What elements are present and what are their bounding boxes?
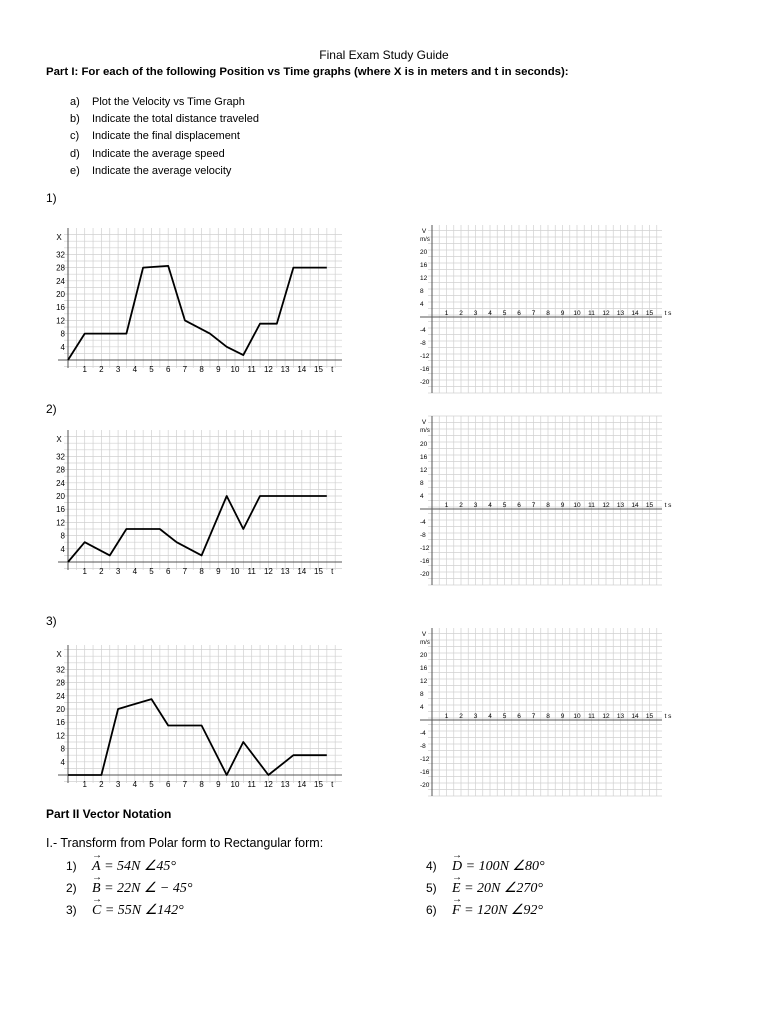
x-tick-label: 3 (115, 365, 121, 374)
y-tick-label: -4 (420, 519, 426, 526)
x-tick-label: 13 (280, 567, 290, 576)
y-tick-label: 28 (56, 263, 65, 273)
y-axis-label: X (56, 435, 62, 444)
y-tick-label: 8 (420, 480, 424, 487)
x-tick-label: 4 (488, 310, 492, 317)
x-tick-label: 10 (573, 713, 581, 720)
x-tick-label: 14 (297, 780, 307, 789)
vector-item: 1) A → = 54N ∠45° (66, 849, 176, 874)
x-tick-label: 15 (645, 502, 654, 509)
x-tick-label: 9 (216, 780, 221, 789)
y-tick-label: 16 (420, 454, 428, 461)
x-tick-label: 3 (473, 502, 478, 509)
x-tick-label: 14 (631, 310, 639, 317)
x-tick-label: 11 (247, 365, 256, 374)
x-tick-label: 6 (517, 310, 521, 317)
y-axis-label: X (56, 650, 62, 659)
y-tick-label: 24 (56, 478, 65, 488)
y-tick-label: 8 (60, 744, 65, 754)
x-tick-label: 11 (588, 713, 595, 720)
x-tick-label: 12 (263, 567, 273, 576)
x-tick-label: 13 (616, 310, 625, 317)
x-tick-label: 8 (546, 713, 550, 720)
y-tick-label: 4 (60, 342, 65, 352)
y-tick-label: 8 (420, 288, 424, 295)
y-axis-label: V (421, 631, 427, 638)
task-item: c) Indicate the final displacement (70, 130, 240, 143)
x-tick-label: 6 (165, 567, 171, 576)
y-tick-label: 28 (56, 465, 65, 475)
x-tick-label: 15 (645, 310, 654, 317)
y-tick-label: 8 (60, 531, 65, 541)
y-tick-label: 16 (56, 303, 65, 313)
x-tick-label: 4 (132, 567, 138, 576)
vector-arrow-icon: → (92, 849, 102, 861)
task-item: a) Plot the Velocity vs Time Graph (70, 96, 245, 108)
y-tick-label: -16 (420, 558, 430, 565)
x-tick-label: 5 (502, 310, 507, 317)
y-tick-label: -20 (420, 571, 430, 578)
x-tick-label: 2 (99, 365, 104, 374)
x-tick-label: 10 (230, 567, 240, 576)
x-tick-label: 10 (573, 502, 581, 509)
y-tick-label: 12 (420, 467, 428, 474)
x-tick-label: 14 (631, 502, 639, 509)
x-tick-label: 11 (588, 310, 595, 317)
x-tick-label: 11 (247, 567, 256, 576)
vector-item: 3) C → = 55N ∠142° (66, 893, 184, 918)
y-tick-label: -12 (420, 353, 430, 360)
x-tick-label: 8 (199, 567, 204, 576)
vector-symbol: B → (92, 871, 102, 896)
y-axis-label: X (56, 233, 62, 242)
x-tick-label: 10 (230, 780, 240, 789)
y-tick-label: -12 (420, 756, 430, 763)
x-tick-label: 1 (444, 713, 449, 720)
vector-symbol: C → (92, 893, 102, 918)
x-tick-label: 11 (247, 780, 256, 789)
x-tick-label: 3 (115, 567, 121, 576)
y-tick-label: 4 (60, 757, 65, 767)
vector-arrow-icon: → (452, 849, 462, 861)
y-tick-label: -16 (420, 769, 430, 776)
x-tick-label: 6 (165, 780, 171, 789)
y-tick-label: -20 (420, 782, 430, 789)
x-tick-label: 12 (602, 502, 610, 509)
y-tick-label: 20 (56, 492, 65, 501)
x-tick-label: 12 (263, 365, 273, 374)
y-tick-label: -8 (420, 743, 426, 750)
y-tick-label: -4 (420, 327, 426, 334)
vector-item: 2) B → = 22N ∠ − 45° (66, 871, 193, 896)
part2-heading: Part II Vector Notation (46, 807, 172, 821)
x-axis-label: t s (664, 310, 672, 317)
x-tick-label: 14 (631, 713, 639, 720)
x-tick-label: 9 (560, 713, 565, 720)
x-tick-label: 7 (531, 713, 536, 720)
vector-symbol: E → (452, 871, 462, 896)
x-tick-label: 12 (263, 780, 273, 789)
x-tick-label: 15 (314, 567, 323, 576)
x-tick-label: 9 (560, 502, 565, 509)
y-tick-label: 16 (56, 718, 65, 728)
y-tick-label: 32 (56, 250, 65, 260)
x-tick-label: 2 (459, 713, 463, 720)
x-tick-label: 12 (602, 713, 610, 720)
y-axis-label: V (421, 419, 427, 426)
y-tick-label: 4 (420, 493, 424, 500)
y-tick-label: 32 (56, 665, 65, 675)
x-tick-label: 3 (473, 310, 478, 317)
y-tick-label: -20 (420, 379, 430, 386)
y-unit-label: m/s (420, 237, 430, 243)
x-tick-label: 2 (459, 310, 463, 317)
x-tick-label: 11 (588, 502, 595, 509)
x-tick-label: 2 (459, 502, 463, 509)
y-axis-label: V (421, 228, 427, 235)
y-tick-label: 20 (420, 652, 428, 659)
y-tick-label: 16 (420, 262, 428, 269)
y-tick-label: 20 (420, 441, 428, 448)
x-tick-label: 6 (165, 365, 171, 374)
y-tick-label: 20 (56, 290, 65, 299)
problem-label: 1) (46, 191, 57, 205)
y-tick-label: -4 (420, 730, 426, 737)
x-tick-label: 1 (82, 365, 87, 374)
x-tick-label: 14 (297, 365, 307, 374)
x-tick-label: 5 (149, 567, 154, 576)
part2-instruction: I.- Transform from Polar form to Rectangular form: (46, 836, 324, 850)
vector-item: 4) D → = 100N ∠80° (426, 849, 545, 874)
x-axis-label: t s (664, 713, 672, 720)
x-tick-label: 5 (149, 365, 154, 374)
x-tick-label: 10 (230, 365, 240, 374)
x-axis-label: t (331, 365, 334, 374)
x-tick-label: 14 (297, 567, 307, 576)
vector-arrow-icon: → (452, 871, 462, 883)
x-tick-label: 8 (199, 780, 204, 789)
x-tick-label: 9 (560, 310, 565, 317)
problem-label: 2) (46, 402, 57, 416)
x-tick-label: 12 (602, 310, 610, 317)
vector-arrow-icon: → (92, 893, 102, 905)
y-tick-label: -8 (420, 532, 426, 539)
x-tick-label: 9 (216, 365, 221, 374)
vector-list-left (66, 849, 193, 921)
page-title: Final Exam Study Guide (319, 48, 449, 62)
x-tick-label: 1 (444, 310, 449, 317)
y-unit-label: m/s (420, 640, 430, 646)
y-tick-label: 12 (56, 518, 65, 528)
y-tick-label: 8 (420, 691, 424, 698)
y-tick-label: -8 (420, 340, 426, 347)
y-tick-label: 16 (420, 665, 428, 672)
y-tick-label: 4 (60, 544, 65, 554)
x-tick-label: 8 (546, 502, 550, 509)
x-tick-label: 7 (182, 567, 188, 576)
x-tick-label: 13 (616, 502, 625, 509)
x-tick-label: 15 (314, 365, 323, 374)
y-tick-label: 20 (420, 249, 428, 256)
x-tick-label: 13 (280, 365, 290, 374)
y-tick-label: 24 (56, 691, 65, 701)
x-axis-label: t (331, 780, 334, 789)
x-tick-label: 4 (132, 365, 138, 374)
x-tick-label: 7 (531, 310, 536, 317)
x-tick-label: 2 (99, 567, 104, 576)
vector-symbol: D → (452, 849, 463, 874)
position-series-line (68, 699, 327, 775)
y-tick-label: 20 (56, 705, 65, 714)
x-tick-label: 2 (99, 780, 104, 789)
x-tick-label: 3 (115, 780, 121, 789)
x-tick-label: 5 (149, 780, 154, 789)
y-tick-label: 32 (56, 452, 65, 462)
x-tick-label: 10 (573, 310, 581, 317)
x-tick-label: 1 (444, 502, 449, 509)
x-tick-label: 9 (216, 567, 221, 576)
y-tick-label: 8 (60, 329, 65, 339)
task-item: d) Indicate the average speed (70, 147, 225, 160)
y-tick-label: 16 (56, 505, 65, 515)
vector-symbol: F → (452, 893, 462, 918)
x-tick-label: 3 (473, 713, 478, 720)
y-tick-label: 12 (56, 316, 65, 326)
x-axis-label: t s (664, 502, 672, 509)
y-tick-label: 28 (56, 678, 65, 688)
vector-arrow-icon: → (452, 893, 462, 905)
y-tick-label: 12 (420, 678, 428, 685)
x-tick-label: 7 (182, 365, 188, 374)
x-tick-label: 8 (199, 365, 204, 374)
y-tick-label: 12 (420, 275, 428, 282)
x-tick-label: 1 (82, 780, 87, 789)
x-tick-label: 7 (182, 780, 188, 789)
x-axis-label: t (331, 567, 334, 576)
task-item: b) Indicate the total distance traveled (70, 113, 259, 126)
x-tick-label: 4 (488, 713, 492, 720)
task-item: e) Indicate the average velocity (70, 164, 232, 177)
part1-heading: Part I: For each of the following Position vs Time graphs (where X is in meters and t in seconds): (46, 66, 569, 78)
vector-list-right (426, 849, 545, 921)
y-tick-label: -16 (420, 366, 430, 373)
x-tick-label: 15 (645, 713, 654, 720)
x-tick-label: 5 (502, 713, 507, 720)
y-tick-label: 4 (420, 704, 424, 711)
x-tick-label: 8 (546, 310, 550, 317)
x-tick-label: 1 (82, 567, 87, 576)
x-tick-label: 4 (488, 502, 492, 509)
y-unit-label: m/s (420, 428, 430, 434)
x-tick-label: 4 (132, 780, 138, 789)
y-tick-label: -12 (420, 545, 430, 552)
y-tick-label: 24 (56, 276, 65, 286)
vector-symbol: A → (92, 849, 102, 874)
x-tick-label: 7 (531, 502, 536, 509)
position-series-line (68, 266, 327, 360)
x-tick-label: 13 (280, 780, 290, 789)
vector-item: 5) E → = 20N ∠270° (426, 871, 543, 896)
x-tick-label: 6 (517, 713, 521, 720)
problem-label: 3) (46, 614, 57, 628)
x-tick-label: 5 (502, 502, 507, 509)
x-tick-label: 13 (616, 713, 625, 720)
vector-arrow-icon: → (92, 871, 102, 883)
y-tick-label: 4 (420, 301, 424, 308)
x-tick-label: 6 (517, 502, 521, 509)
y-tick-label: 12 (56, 731, 65, 741)
vector-item: 6) F → = 120N ∠92° (426, 893, 543, 918)
x-tick-label: 15 (314, 780, 323, 789)
